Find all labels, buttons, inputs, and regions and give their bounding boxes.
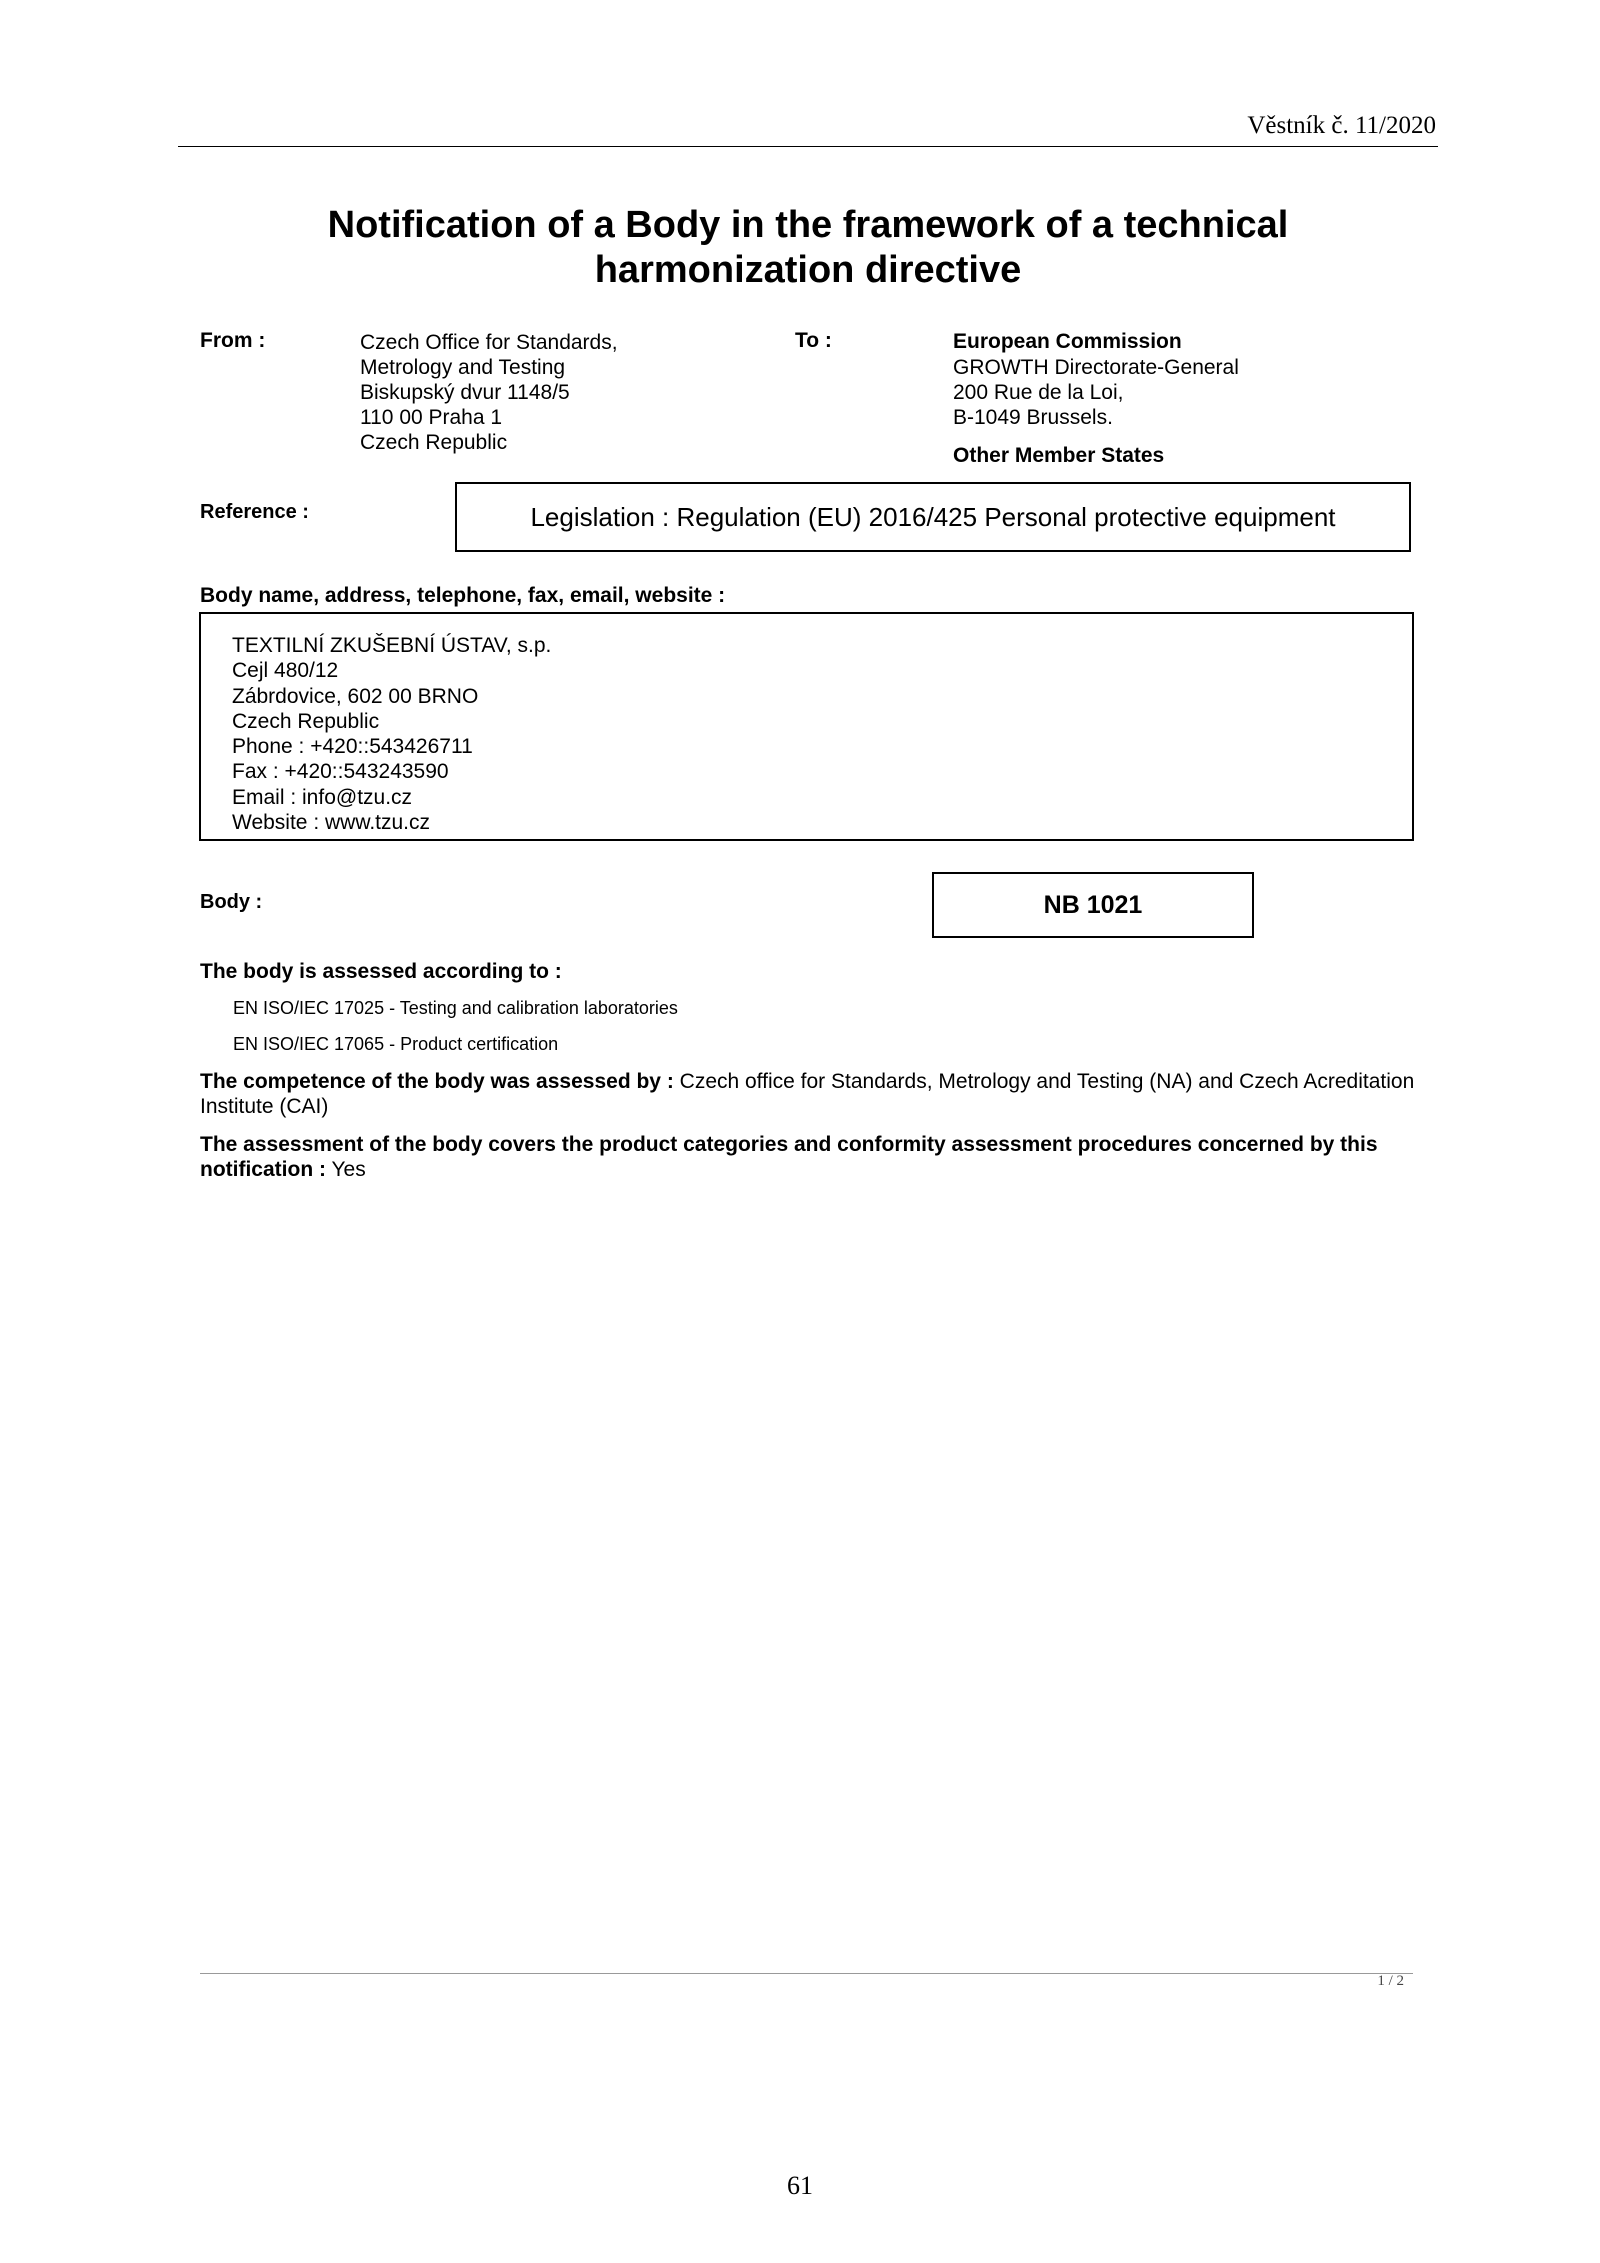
body-details-lines [232, 633, 551, 835]
body-name: TEXTILNÍ ZKUŠEBNÍ ÚSTAV, s.p. [232, 634, 552, 657]
competence-value: Czech office for Standards, Metrology and Testing (NA) and Czech Acreditation Institute (CAI) [200, 1070, 1415, 1118]
coverage-label: The assessment of the body covers the product categories and conformity assessment procedures concerned by this notification : [200, 1133, 1378, 1181]
page-number: 61 [787, 2171, 813, 2200]
body-website: Website : www.tzu.cz [232, 811, 431, 835]
body-street: Cejl 480/12 [232, 659, 339, 683]
body-email: Email : info@tzu.cz [232, 785, 413, 809]
reference-value: Legislation : Regulation (EU) 2016/425 Personal protective equipment [530, 501, 1336, 532]
competence-label: The competence of the body was assessed by : [200, 1070, 674, 1093]
body-phone: Phone : +420::543426711 [232, 735, 473, 759]
body-details-heading: Body name, address, telephone, fax, email, website : [200, 584, 726, 607]
to-label: To : [795, 329, 832, 352]
body-fax: Fax : +420::543243590 [232, 760, 449, 784]
body-city: Zábrdovice, 602 00 BRNO [232, 684, 479, 708]
to-other-member-states: Other Member States [953, 444, 1165, 467]
assessment-heading: The body is assessed according to : [200, 960, 562, 983]
standard-item: EN ISO/IEC 17065 - Product certification [233, 1034, 559, 1054]
page-counter: 1 / 2 [1377, 1973, 1404, 1989]
body-country: Czech Republic [232, 709, 380, 733]
competence-statement [200, 1069, 1420, 1119]
reference-box [455, 482, 1411, 552]
document-title [178, 203, 1438, 293]
reference-label: Reference : [200, 501, 309, 523]
title-line-1: Notification of a Body in the framework of a technical [327, 204, 1289, 246]
header-rule [178, 146, 1438, 147]
notified-body-number-box [932, 872, 1254, 938]
to-address: GROWTH Directorate-General 200 Rue de la Loi, B-1049 Brussels. [953, 356, 1239, 429]
body-label: Body : [200, 891, 263, 913]
from-address: Czech Office for Standards, Metrology and Testing Biskupský dvur 1148/5 110 00 Praha 1 Czech Republic [360, 331, 618, 454]
bulletin-issue: Věstník č. 11/2020 [1247, 112, 1436, 139]
notified-body-number: NB 1021 [1043, 890, 1143, 919]
standard-item: EN ISO/IEC 17025 - Testing and calibration laboratories [233, 998, 678, 1018]
to-organization: European Commission [953, 330, 1182, 353]
coverage-statement [200, 1132, 1420, 1182]
from-label: From : [200, 329, 266, 352]
title-line-2: harmonization directive [594, 249, 1022, 291]
coverage-value: Yes [325, 1158, 366, 1181]
footer-rule [200, 1973, 1413, 1974]
